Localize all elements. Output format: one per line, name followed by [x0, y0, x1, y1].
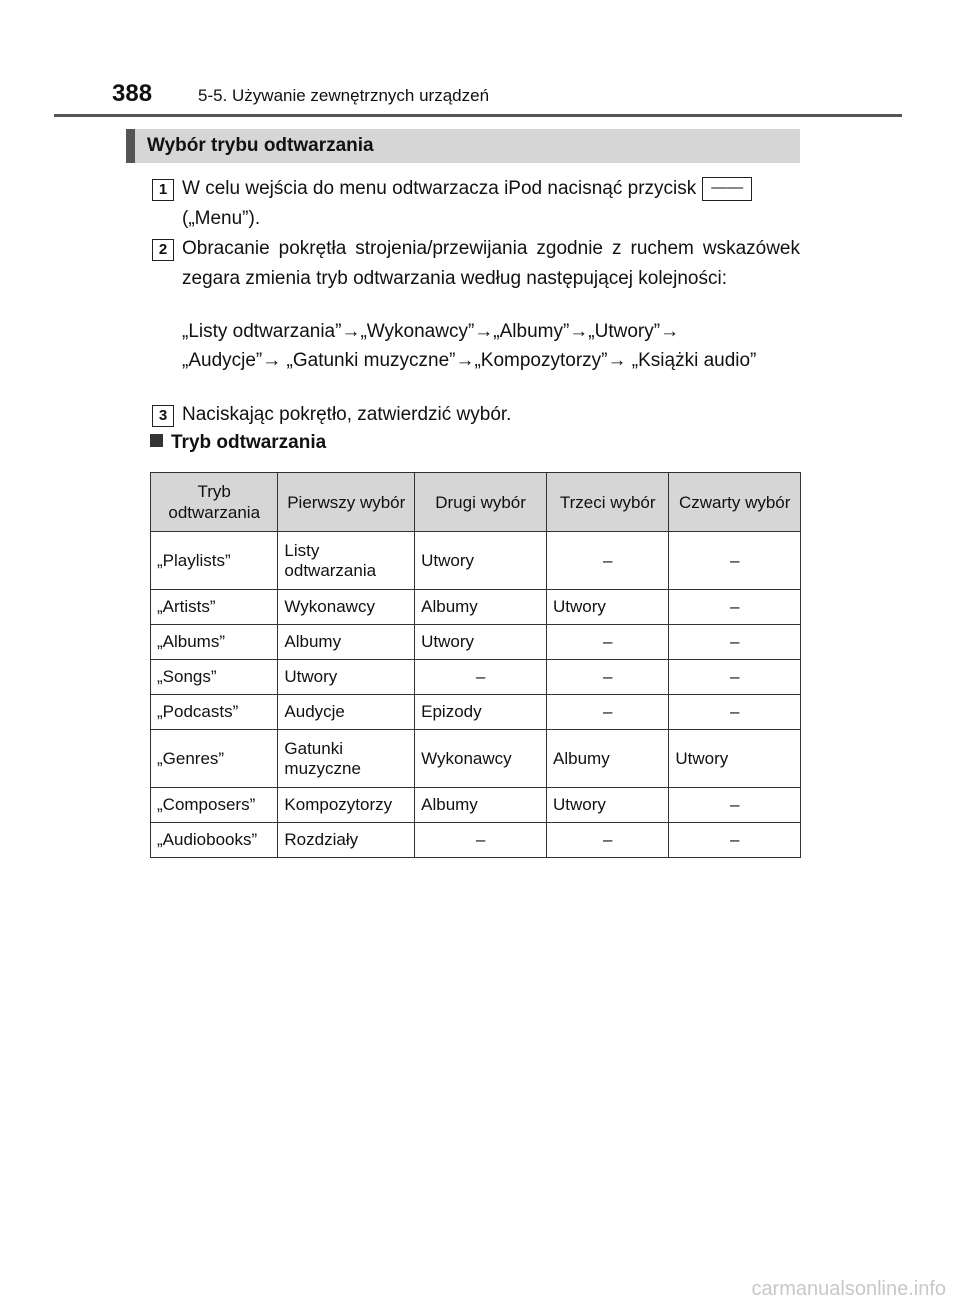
- table-cell: Utwory: [669, 730, 801, 788]
- table-cell: –: [547, 532, 669, 590]
- table-cell: „Audiobooks”: [151, 823, 278, 858]
- step-1-text: [182, 174, 802, 234]
- table-row: [151, 730, 801, 788]
- table-cell: Albumy: [415, 590, 547, 625]
- square-bullet-icon: [150, 434, 163, 447]
- table-cell: Albumy: [278, 625, 415, 660]
- table-cell: Utwory: [547, 788, 669, 823]
- column-header: Czwarty wybór: [669, 473, 801, 532]
- subheading-text: Tryb odtwarzania: [171, 432, 327, 453]
- mode-sequence: „Listy odtwarzania”→„Wykonawcy”→„Albumy”→„Utwory”→ „Audycje”→ „Gatunki muzyczne”→„Kompozytorzy”→ „Książki audio”: [182, 321, 757, 371]
- page-header: [112, 80, 902, 116]
- playback-mode-table: [150, 472, 801, 858]
- table-cell: Utwory: [278, 660, 415, 695]
- column-header: Drugi wybór: [415, 473, 547, 532]
- watermark-text: carmanualsonline.info: [751, 1278, 946, 1300]
- table-cell: –: [415, 823, 547, 858]
- step-number-1: 1: [152, 179, 174, 201]
- table-cell: –: [669, 823, 801, 858]
- table-cell: Albumy: [547, 730, 669, 788]
- table-row: [151, 625, 801, 660]
- step-1-instruction: W celu wejścia do menu odtwarzacza iPod nacisnąć przycisk: [182, 178, 697, 199]
- table-cell: –: [669, 590, 801, 625]
- table-cell: „Playlists”: [151, 532, 278, 590]
- table-cell: „Albums”: [151, 625, 278, 660]
- step-number-2: 2: [152, 239, 174, 261]
- column-header: Pierwszy wybór: [278, 473, 415, 532]
- menu-button-icon: ——: [702, 177, 752, 201]
- table-cell: Rozdziały: [278, 823, 415, 858]
- table-cell: Gatunki muzyczne: [278, 730, 415, 788]
- table-row: [151, 695, 801, 730]
- table-row: [151, 532, 801, 590]
- table-cell: –: [547, 823, 669, 858]
- table-cell: Listy odtwarzania: [278, 532, 415, 590]
- table-cell: –: [547, 660, 669, 695]
- table-cell: Utwory: [415, 625, 547, 660]
- table-cell: „Genres”: [151, 730, 278, 788]
- table-cell: „Songs”: [151, 660, 278, 695]
- table-cell: „Composers”: [151, 788, 278, 823]
- table-cell: –: [669, 625, 801, 660]
- table-cell: „Podcasts”: [151, 695, 278, 730]
- table-cell: –: [669, 788, 801, 823]
- header-divider: [54, 114, 902, 117]
- table-cell: „Artists”: [151, 590, 278, 625]
- table-row: [151, 660, 801, 695]
- table-cell: –: [547, 625, 669, 660]
- step-3-text: Naciskając pokrętło, zatwierdzić wybór.: [182, 404, 512, 425]
- table-cell: Epizody: [415, 695, 547, 730]
- chapter-title: 5-5. Używanie zewnętrznych urządzeń: [198, 86, 490, 105]
- table-cell: –: [415, 660, 547, 695]
- table-cell: Utwory: [547, 590, 669, 625]
- table-header-row: [151, 473, 801, 532]
- table-cell: Kompozytorzy: [278, 788, 415, 823]
- step-number-3: 3: [152, 405, 174, 427]
- table-cell: Audycje: [278, 695, 415, 730]
- page-number: 388: [112, 80, 153, 107]
- table-cell: –: [547, 695, 669, 730]
- table-row: [151, 590, 801, 625]
- table-cell: –: [669, 532, 801, 590]
- column-header: Trzeci wybór: [547, 473, 669, 532]
- table-cell: –: [669, 660, 801, 695]
- column-header: Tryb odtwarzania: [151, 473, 278, 532]
- subheading: [150, 432, 326, 454]
- table-cell: Wykonawcy: [278, 590, 415, 625]
- table-row: [151, 823, 801, 858]
- step-2-text: Obracanie pokrętła strojenia/przewijania zgodnie z ruchem wskazówek zegara zmienia tryb odtwarzania według następującej kolejności:: [182, 238, 800, 289]
- table-cell: –: [669, 695, 801, 730]
- step-1-button-label: („Menu”).: [182, 208, 261, 229]
- table-cell: Utwory: [415, 532, 547, 590]
- section-title: Wybór trybu odtwarzania: [126, 129, 800, 163]
- table-row: [151, 788, 801, 823]
- table-cell: Wykonawcy: [415, 730, 547, 788]
- table-cell: Albumy: [415, 788, 547, 823]
